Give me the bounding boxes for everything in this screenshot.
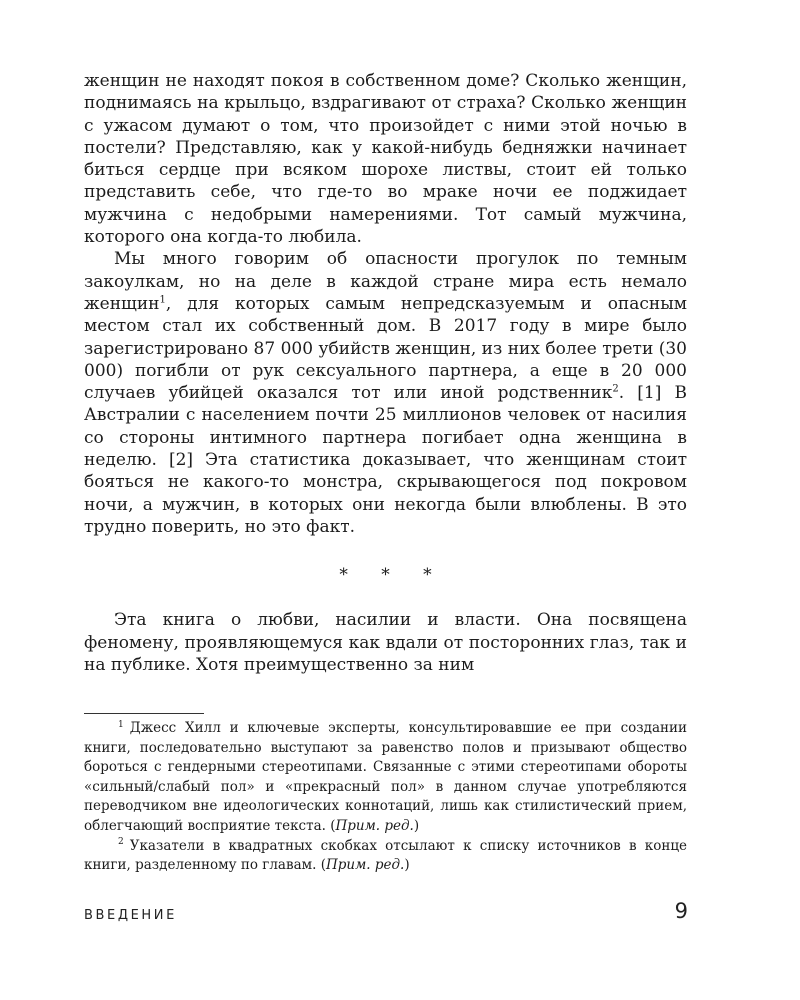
footnote-ref-1[interactable]: 1 (159, 294, 166, 306)
running-head: ВВЕДЕНИЕ (84, 908, 177, 923)
paragraph-2-part-b: , для которых самым непредсказуемым и опасным местом стал их собственный дом. В 2017 году в мире было зарегистрировано 87 000 убийств женщин, из них более трети (30 000) погибли от рук сексуального партнера, а еще в 20 000 случаев убийцей оказался тот или иной родственник (84, 293, 687, 404)
footnote-1-marker: 1 (118, 719, 124, 730)
paragraph-2 (84, 248, 687, 538)
footnote-ref-2[interactable]: 2 (612, 383, 619, 395)
paragraph-2-part-a: Мы много говорим об опасности прогулок по темным закоулкам, но на деле в каждой стране мира есть немало женщин (84, 249, 687, 314)
footnote-1-tail: ) (413, 817, 420, 834)
footnote-1-text: Джесс Хилл и ключевые эксперты, консультировавшие ее при создании книги, последовательно выступают за равенство полов и призывают общество бороться с гендерными стереотипами. Связанные с этими стереотипами обороты «сильный/слабый пол» и «прекрасный пол» в данном случае употребляются переводчиком вне идеологических коннотаций, лишь как стилистический прием, облегчающий восприятие текста. ( (84, 720, 687, 834)
paragraph-2-part-c: . [1] В Австралии с населением почти 25 миллионов человек от насилия со стороны интимного партнера погибает одна женщина в неделю. [2] Эта статистика доказывает, что женщинам стоит бояться не какого-то монстра, скрывающегося под покровом ночи, а мужчин, в которых они некогда были влюблены. В это трудно поверить, но это факт. (84, 383, 687, 537)
footnote-rule (84, 713, 204, 714)
page-number: 9 (674, 899, 688, 923)
footnote-1-editor-note: Прим. ред. (335, 817, 414, 834)
footnote-2-tail: ) (404, 857, 410, 874)
footnote-2-text: Указатели в квадратных скобках отсылают к списку источников в конце книги, разделенному по главам. ( (84, 837, 687, 874)
footnotes (84, 719, 687, 876)
footnote-2 (84, 837, 687, 876)
main-text (84, 70, 687, 676)
footnote-2-marker: 2 (118, 837, 124, 848)
section-separator: * * * (339, 565, 446, 586)
footnote-1 (84, 719, 687, 837)
footnote-2-editor-note: Прим. ред. (325, 857, 405, 874)
paragraph-1: женщин не находят покоя в собственном доме? Сколько женщин, поднимаясь на крыльцо, вздрагивают от страха? Сколько женщин с ужасом думают о том, что произойдет с ними этой ночью в постели? Представляю, как у какой-нибудь бедняжки начинает биться сердце при всяком шорохе листвы, стоит ей только представить себе, что где-то во мраке ночи ее поджидает мужчина с недобрыми намерениями. Тот самый мужчина, которого она когда-то любила. (84, 71, 687, 248)
paragraph-3: Эта книга о любви, насилии и власти. Она посвящена феномену, проявляющемуся как вдали от посторонних глаз, так и на публике. Хотя преимущественно за ним (84, 610, 687, 675)
